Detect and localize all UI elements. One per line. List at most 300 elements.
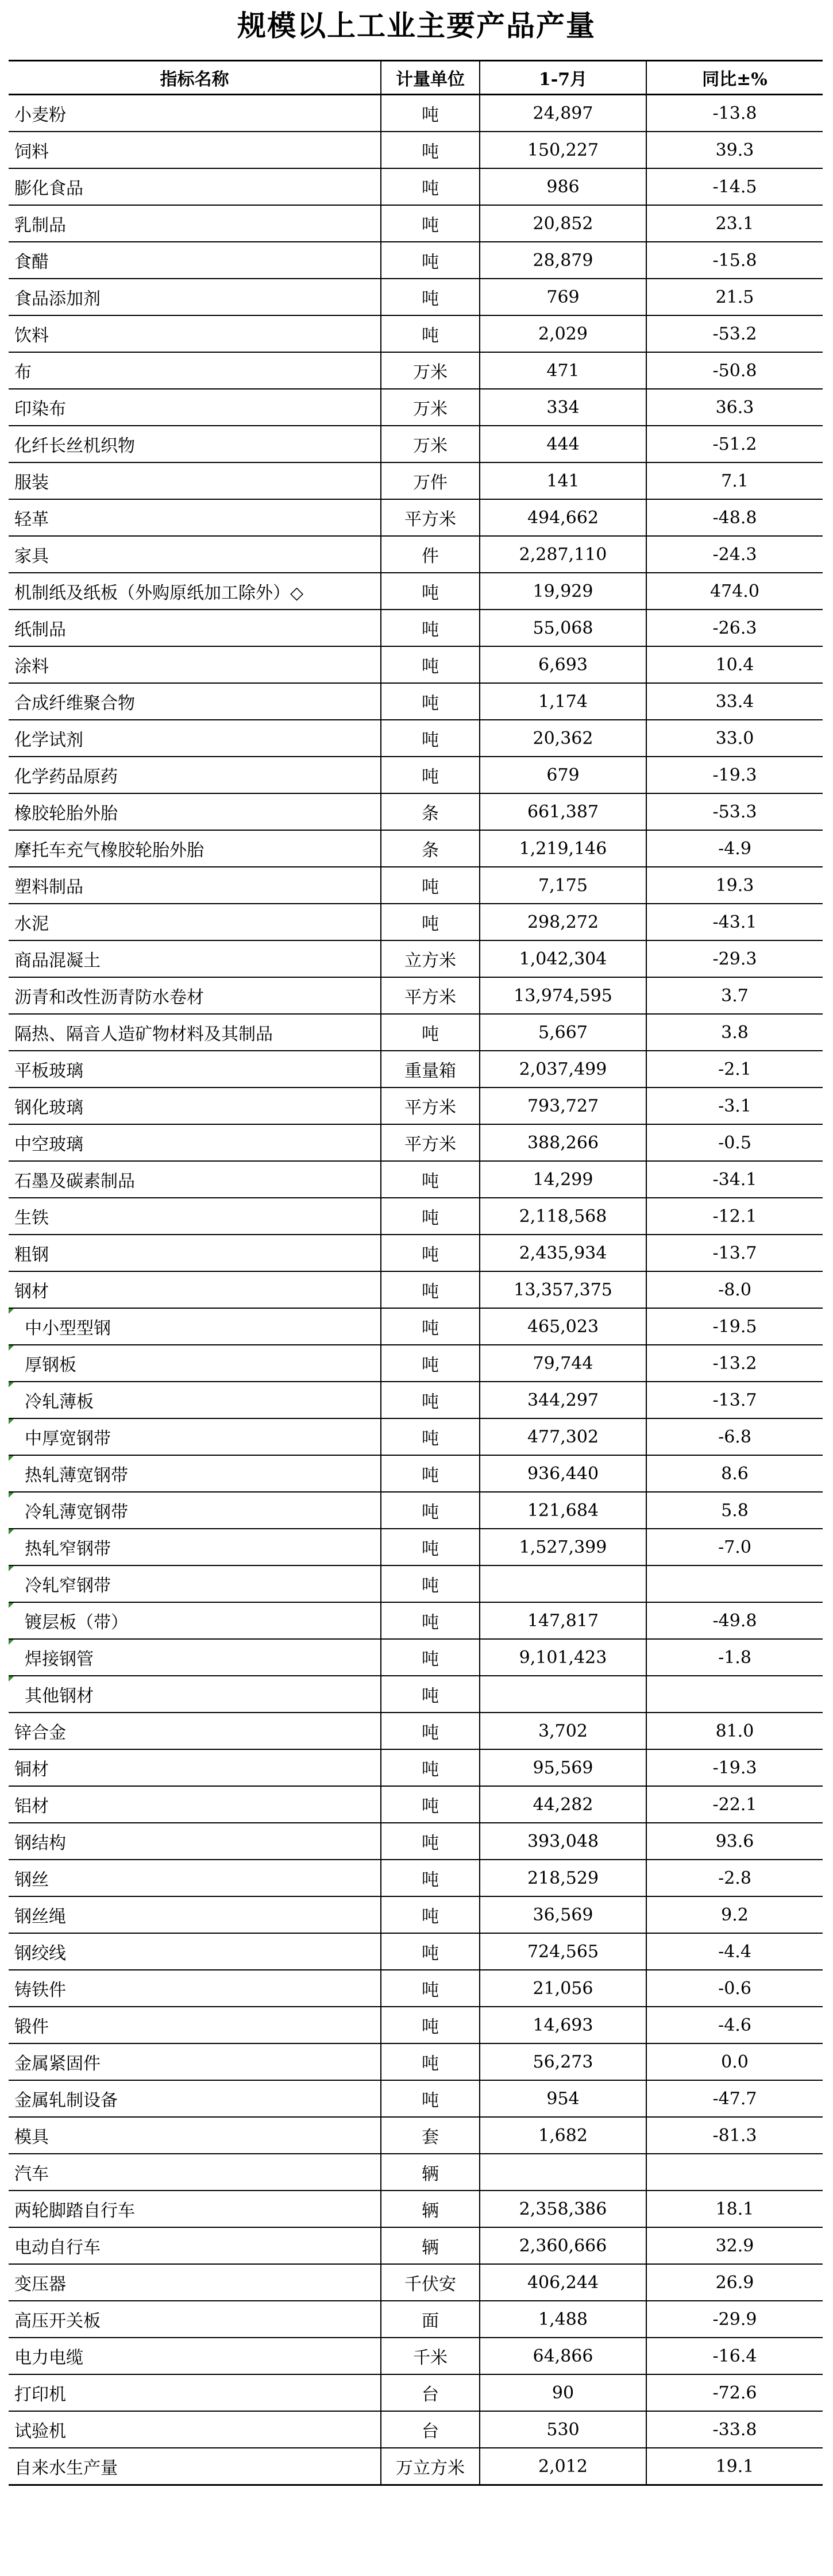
table-row [9,940,823,977]
product-name-cell: 模具 [9,2117,381,2154]
yoy-change-cell: 19.1 [646,2448,823,2485]
yoy-change-cell: -48.8 [646,499,823,536]
unit-cell: 吨 [381,1235,480,1271]
yoy-change-cell: 33.4 [646,683,823,720]
yoy-change-cell: -0.5 [646,1124,823,1161]
unit-cell: 吨 [381,1014,480,1051]
unit-cell: 平方米 [381,1124,480,1161]
product-name-cell: 汽车 [9,2154,381,2191]
yoy-change-cell: 9.2 [646,1896,823,1933]
product-name-cell: 食品添加剂 [9,279,381,315]
value-cell: 6,693 [480,646,646,683]
table-row [9,242,823,279]
unit-cell: 吨 [381,1602,480,1639]
product-name-cell: 布 [9,352,381,389]
product-name-cell: 钢材 [9,1271,381,1308]
header-unit: 计量单位 [381,61,480,95]
product-name-cell: 热轧薄宽钢带 [9,1455,381,1492]
unit-cell: 千伏安 [381,2264,480,2301]
yoy-change-cell: 474.0 [646,573,823,610]
yoy-change-cell: -2.8 [646,1860,823,1896]
table-row [9,610,823,646]
table-row [9,1382,823,1418]
yoy-change-cell: 39.3 [646,132,823,168]
table-row [9,536,823,573]
product-name-cell: 两轮脚踏自行车 [9,2191,381,2227]
value-cell: 13,357,375 [480,1271,646,1308]
product-name-cell: 小麦粉 [9,95,381,132]
table-row [9,1970,823,2007]
product-name-cell: 电动自行车 [9,2227,381,2264]
value-cell: 769 [480,279,646,315]
table-row [9,646,823,683]
product-name-cell: 中厚宽钢带 [9,1418,381,1455]
table-row [9,1088,823,1124]
product-name-cell: 机制纸及纸板（外购原纸加工除外）◇ [9,573,381,610]
yoy-change-cell: 21.5 [646,279,823,315]
table-row [9,757,823,793]
table-row [9,1529,823,1565]
table-row [9,830,823,867]
yoy-change-cell: -15.8 [646,242,823,279]
unit-cell: 吨 [381,2080,480,2117]
yoy-change-cell: -19.3 [646,1749,823,1786]
value-cell: 2,360,666 [480,2227,646,2264]
value-cell: 494,662 [480,499,646,536]
product-name-cell: 试验机 [9,2411,381,2448]
unit-cell: 重量箱 [381,1051,480,1088]
table-row [9,683,823,720]
unit-cell: 套 [381,2117,480,2154]
value-cell [480,1676,646,1713]
product-name-cell: 铝材 [9,1786,381,1823]
unit-cell: 吨 [381,168,480,205]
yoy-change-cell: 93.6 [646,1823,823,1860]
yoy-change-cell: -3.1 [646,1088,823,1124]
product-name-cell: 生铁 [9,1198,381,1235]
value-cell: 9,101,423 [480,1639,646,1676]
value-cell: 5,667 [480,1014,646,1051]
unit-cell: 吨 [381,1529,480,1565]
product-name-cell: 化学药品原药 [9,757,381,793]
product-name-cell: 化学试剂 [9,720,381,757]
value-cell: 724,565 [480,1933,646,1970]
yoy-change-cell: 5.8 [646,1492,823,1529]
table-row [9,1492,823,1529]
value-cell: 334 [480,389,646,426]
value-cell: 24,897 [480,95,646,132]
unit-cell: 吨 [381,315,480,352]
product-name-cell: 中空玻璃 [9,1124,381,1161]
yoy-change-cell: -34.1 [646,1161,823,1198]
yoy-change-cell: -49.8 [646,1602,823,1639]
product-name-cell: 商品混凝土 [9,940,381,977]
header-indicator-name: 指标名称 [9,61,381,95]
unit-cell: 吨 [381,242,480,279]
product-name-cell: 热轧窄钢带 [9,1529,381,1565]
value-cell: 90 [480,2374,646,2411]
unit-cell: 吨 [381,1860,480,1896]
cell-comment-marker [9,1345,14,1351]
product-name-cell: 纸制品 [9,610,381,646]
product-name-cell: 水泥 [9,904,381,940]
yoy-change-cell: -2.1 [646,1051,823,1088]
unit-cell: 吨 [381,95,480,132]
table-row [9,1271,823,1308]
cell-comment-marker [9,1676,14,1682]
unit-cell: 吨 [381,205,480,242]
unit-cell: 吨 [381,1271,480,1308]
value-cell: 444 [480,426,646,462]
table-row [9,2227,823,2264]
value-cell: 986 [480,168,646,205]
value-cell: 13,974,595 [480,977,646,1014]
product-name-cell: 厚钢板 [9,1345,381,1382]
table-row [9,462,823,499]
value-cell: 344,297 [480,1382,646,1418]
table-header-row [9,61,823,95]
table-row [9,1124,823,1161]
unit-cell: 平方米 [381,977,480,1014]
product-name-cell: 中小型型钢 [9,1308,381,1345]
value-cell: 1,488 [480,2301,646,2338]
unit-cell: 面 [381,2301,480,2338]
product-name-cell: 塑料制品 [9,867,381,904]
table-row [9,352,823,389]
product-name-cell: 家具 [9,536,381,573]
yoy-change-cell: 10.4 [646,646,823,683]
value-cell: 1,219,146 [480,830,646,867]
page-title: 规模以上工业主要产品产量 [237,9,596,43]
yoy-change-cell: -26.3 [646,610,823,646]
yoy-change-cell: -53.2 [646,315,823,352]
yoy-change-cell [646,1676,823,1713]
table-row [9,1933,823,1970]
table-row [9,1639,823,1676]
unit-cell: 千米 [381,2338,480,2374]
unit-cell: 吨 [381,1970,480,2007]
value-cell: 1,527,399 [480,1529,646,1565]
value-cell: 141 [480,462,646,499]
cell-comment-marker [9,1382,14,1387]
product-name-cell: 锻件 [9,2007,381,2043]
product-name-cell: 印染布 [9,389,381,426]
product-name-cell: 高压开关板 [9,2301,381,2338]
unit-cell: 吨 [381,1382,480,1418]
unit-cell: 吨 [381,1786,480,1823]
unit-cell: 万件 [381,462,480,499]
yoy-change-cell: -29.3 [646,940,823,977]
product-name-cell: 焊接钢管 [9,1639,381,1676]
value-cell: 2,358,386 [480,2191,646,2227]
product-name-cell: 合成纤维聚合物 [9,683,381,720]
yoy-change-cell: -47.7 [646,2080,823,2117]
value-cell: 21,056 [480,1970,646,2007]
yoy-change-cell: -43.1 [646,904,823,940]
value-cell: 388,266 [480,1124,646,1161]
cell-comment-marker [9,1493,14,1498]
unit-cell: 吨 [381,132,480,168]
unit-cell: 吨 [381,720,480,757]
product-name-cell: 变压器 [9,2264,381,2301]
value-cell: 2,118,568 [480,1198,646,1235]
table-row [9,1602,823,1639]
yoy-change-cell [646,1565,823,1602]
yoy-change-cell: -51.2 [646,426,823,462]
unit-cell: 台 [381,2374,480,2411]
value-cell: 64,866 [480,2338,646,2374]
value-cell: 218,529 [480,1860,646,1896]
unit-cell: 吨 [381,1713,480,1749]
table-row [9,1161,823,1198]
yoy-change-cell: -4.9 [646,830,823,867]
table-row [9,1823,823,1860]
yoy-change-cell: 19.3 [646,867,823,904]
table-row [9,720,823,757]
unit-cell: 吨 [381,1308,480,1345]
table-row [9,1051,823,1088]
value-cell: 20,852 [480,205,646,242]
unit-cell: 立方米 [381,940,480,977]
product-name-cell: 锌合金 [9,1713,381,1749]
value-cell: 477,302 [480,1418,646,1455]
product-name-cell: 钢结构 [9,1823,381,1860]
product-name-cell: 沥青和改性沥青防水卷材 [9,977,381,1014]
value-cell: 393,048 [480,1823,646,1860]
cell-comment-marker [9,1640,14,1645]
unit-cell: 万米 [381,426,480,462]
yoy-change-cell: -72.6 [646,2374,823,2411]
table-row [9,279,823,315]
yoy-change-cell: -6.8 [646,1418,823,1455]
value-cell: 150,227 [480,132,646,168]
value-cell [480,2154,646,2191]
unit-cell: 吨 [381,1418,480,1455]
product-name-cell: 轻革 [9,499,381,536]
yoy-change-cell: -4.6 [646,2007,823,2043]
unit-cell: 辆 [381,2191,480,2227]
unit-cell: 吨 [381,867,480,904]
yoy-change-cell: -4.4 [646,1933,823,1970]
cell-comment-marker [9,1529,14,1534]
yoy-change-cell: -81.3 [646,2117,823,2154]
table-row [9,1749,823,1786]
unit-cell: 吨 [381,1161,480,1198]
value-cell: 44,282 [480,1786,646,1823]
product-name-cell: 钢丝 [9,1860,381,1896]
unit-cell: 吨 [381,1639,480,1676]
value-cell: 3,702 [480,1713,646,1749]
table-row [9,1676,823,1713]
yoy-change-cell [646,2154,823,2191]
header-yoy-change: 同比±% [646,61,823,95]
product-name-cell: 镀层板（带） [9,1602,381,1639]
product-name-cell: 隔热、隔音人造矿物材料及其制品 [9,1014,381,1051]
product-name-cell: 铸铁件 [9,1970,381,2007]
yoy-change-cell: -33.8 [646,2411,823,2448]
yoy-change-cell: 81.0 [646,1713,823,1749]
table-row [9,2448,823,2485]
yoy-change-cell: -13.7 [646,1235,823,1271]
table-row [9,2411,823,2448]
value-cell: 936,440 [480,1455,646,1492]
unit-cell: 吨 [381,1198,480,1235]
product-name-cell: 铜材 [9,1749,381,1786]
table-row [9,1713,823,1749]
product-name-cell: 平板玻璃 [9,1051,381,1088]
value-cell: 19,929 [480,573,646,610]
yoy-change-cell: -14.5 [646,168,823,205]
product-name-cell: 摩托车充气橡胶轮胎外胎 [9,830,381,867]
table-row [9,95,823,132]
header-period-value: 1-7月 [480,61,646,95]
table-row [9,977,823,1014]
table-row [9,426,823,462]
product-name-cell: 服装 [9,462,381,499]
value-cell: 95,569 [480,1749,646,1786]
unit-cell: 吨 [381,904,480,940]
product-name-cell: 金属紧固件 [9,2043,381,2080]
unit-cell: 吨 [381,1933,480,1970]
yoy-change-cell: -8.0 [646,1271,823,1308]
cell-comment-marker [9,1456,14,1461]
table-row [9,1860,823,1896]
yoy-change-cell: -12.1 [646,1198,823,1235]
unit-cell: 吨 [381,1492,480,1529]
unit-cell: 吨 [381,1676,480,1713]
product-name-cell: 金属轧制设备 [9,2080,381,2117]
table-row [9,2374,823,2411]
table-row [9,1198,823,1235]
table-row [9,904,823,940]
value-cell: 530 [480,2411,646,2448]
product-output-table [9,60,823,2486]
table-row [9,389,823,426]
table-row [9,2007,823,2043]
value-cell: 2,012 [480,2448,646,2485]
cell-comment-marker [9,1566,14,1571]
value-cell: 661,387 [480,793,646,830]
unit-cell: 吨 [381,1565,480,1602]
yoy-change-cell: 36.3 [646,389,823,426]
value-cell: 14,299 [480,1161,646,1198]
value-cell: 79,744 [480,1345,646,1382]
product-name-cell: 打印机 [9,2374,381,2411]
unit-cell: 吨 [381,1455,480,1492]
unit-cell: 辆 [381,2227,480,2264]
table-row [9,205,823,242]
table-row [9,1455,823,1492]
product-name-cell: 食醋 [9,242,381,279]
value-cell: 1,042,304 [480,940,646,977]
table-row [9,573,823,610]
value-cell: 2,029 [480,315,646,352]
cell-comment-marker [9,1603,14,1608]
yoy-change-cell: -29.9 [646,2301,823,2338]
value-cell: 7,175 [480,867,646,904]
value-cell: 56,273 [480,2043,646,2080]
value-cell: 679 [480,757,646,793]
value-cell: 298,272 [480,904,646,940]
yoy-change-cell: -24.3 [646,536,823,573]
unit-cell: 台 [381,2411,480,2448]
unit-cell: 平方米 [381,499,480,536]
value-cell: 793,727 [480,1088,646,1124]
value-cell: 1,174 [480,683,646,720]
unit-cell: 吨 [381,683,480,720]
unit-cell: 万米 [381,352,480,389]
unit-cell: 吨 [381,1823,480,1860]
product-name-cell: 钢绞线 [9,1933,381,1970]
table-row [9,1565,823,1602]
yoy-change-cell: 3.8 [646,1014,823,1051]
unit-cell: 吨 [381,2007,480,2043]
table-row [9,1896,823,1933]
value-cell: 465,023 [480,1308,646,1345]
table-body [9,95,823,2485]
unit-cell: 吨 [381,757,480,793]
value-cell: 55,068 [480,610,646,646]
product-name-cell: 饮料 [9,315,381,352]
unit-cell: 吨 [381,610,480,646]
product-name-cell: 冷轧薄板 [9,1382,381,1418]
product-name-cell: 电力电缆 [9,2338,381,2374]
table-row [9,867,823,904]
yoy-change-cell: -0.6 [646,1970,823,2007]
product-name-cell: 粗钢 [9,1235,381,1271]
yoy-change-cell: -50.8 [646,352,823,389]
yoy-change-cell: 33.0 [646,720,823,757]
product-name-cell: 冷轧窄钢带 [9,1565,381,1602]
yoy-change-cell: -13.8 [646,95,823,132]
product-name-cell: 涂料 [9,646,381,683]
product-name-cell: 其他钢材 [9,1676,381,1713]
value-cell: 36,569 [480,1896,646,1933]
unit-cell: 吨 [381,279,480,315]
unit-cell: 吨 [381,2043,480,2080]
value-cell: 147,817 [480,1602,646,1639]
yoy-change-cell: -1.8 [646,1639,823,1676]
table-row [9,2154,823,2191]
table-row [9,499,823,536]
table-row [9,1345,823,1382]
product-name-cell: 乳制品 [9,205,381,242]
product-name-cell: 冷轧薄宽钢带 [9,1492,381,1529]
value-cell: 2,037,499 [480,1051,646,1088]
product-name-cell: 石墨及碳素制品 [9,1161,381,1198]
product-name-cell: 钢丝绳 [9,1896,381,1933]
unit-cell: 条 [381,793,480,830]
unit-cell: 辆 [381,2154,480,2191]
value-cell: 954 [480,2080,646,2117]
value-cell: 2,435,934 [480,1235,646,1271]
value-cell: 28,879 [480,242,646,279]
value-cell: 2,287,110 [480,536,646,573]
value-cell: 406,244 [480,2264,646,2301]
yoy-change-cell: 18.1 [646,2191,823,2227]
value-cell: 14,693 [480,2007,646,2043]
table-row [9,1308,823,1345]
yoy-change-cell: 0.0 [646,2043,823,2080]
yoy-change-cell: -13.7 [646,1382,823,1418]
table-row [9,2301,823,2338]
value-cell: 471 [480,352,646,389]
unit-cell: 吨 [381,1749,480,1786]
table-row [9,2191,823,2227]
yoy-change-cell: 7.1 [646,462,823,499]
yoy-change-cell: -19.3 [646,757,823,793]
table-row [9,793,823,830]
